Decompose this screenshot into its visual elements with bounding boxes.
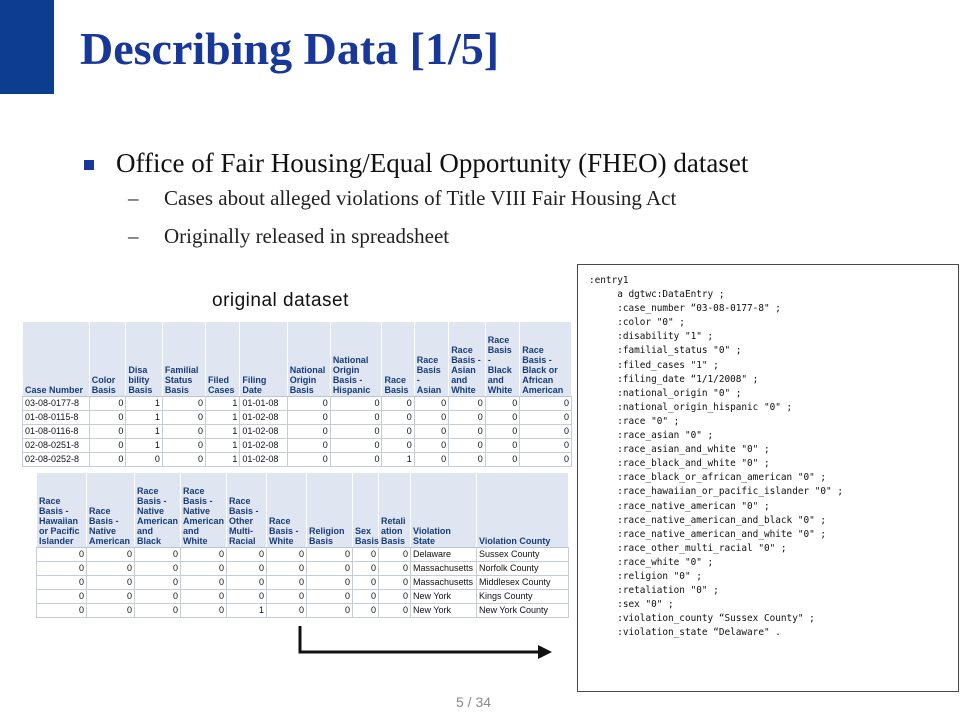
dash-icon: – <box>128 186 139 210</box>
table-cell: New York <box>411 604 477 618</box>
table-cell: 1 <box>227 604 267 618</box>
column-header: Religion Basis <box>307 473 353 548</box>
code-line: :familial_status "0" ; <box>589 345 742 357</box>
table-cell: 0 <box>227 576 267 590</box>
table-cell: 0 <box>485 453 519 467</box>
table-cell: 0 <box>382 425 414 439</box>
table-cell: 0 <box>37 576 87 590</box>
table-cell: 0 <box>162 411 205 425</box>
table-cell: 1 <box>205 411 239 425</box>
table-cell: 0 <box>287 425 330 439</box>
table-row <box>23 453 572 467</box>
table-cell: 1 <box>205 439 239 453</box>
sub-bullet <box>128 186 676 211</box>
code-line: :race_native_american "0" ; <box>589 500 770 512</box>
table-cell: 0 <box>307 576 353 590</box>
column-header: Race Basis - Native American <box>87 473 135 548</box>
table-cell: 0 <box>126 453 163 467</box>
table-row <box>37 548 569 562</box>
table-cell: 0 <box>87 576 135 590</box>
table-cell: 0 <box>89 425 126 439</box>
table-cell: 0 <box>135 548 181 562</box>
code-line: :violation_state “Delaware" . <box>589 627 781 639</box>
code-line: :national_origin "0" ; <box>589 387 742 399</box>
table-cell: 0 <box>353 548 379 562</box>
code-line: :race "0" ; <box>589 415 680 427</box>
code-line: :race_black_and_white "0" ; <box>589 458 770 470</box>
code-line: :race_hawaiian_or_pacific_islander "0" ; <box>589 486 843 498</box>
table-cell: 01-02-08 <box>240 453 287 467</box>
column-header: Filing Date <box>240 322 287 397</box>
table-cell: 0 <box>379 548 411 562</box>
table-row <box>23 439 572 453</box>
table-cell: Middlesex County <box>477 576 569 590</box>
table-cell: 0 <box>87 604 135 618</box>
table-cell: 0 <box>379 590 411 604</box>
column-header: Retali ation Basis <box>379 473 411 548</box>
table-cell: 0 <box>414 439 448 453</box>
dataset-caption: original dataset <box>212 290 349 311</box>
table-cell: 0 <box>181 576 227 590</box>
main-bullet <box>84 148 748 179</box>
table-cell: 1 <box>382 453 414 467</box>
table-cell: 0 <box>267 548 307 562</box>
column-header: Race Basis - Black or African American <box>520 322 572 397</box>
table-row <box>37 604 569 618</box>
bullet-square-icon <box>84 160 94 170</box>
table-cell: 0 <box>520 425 572 439</box>
table-cell: 0 <box>449 411 486 425</box>
code-line: a dgtwc:DataEntry ; <box>589 289 725 301</box>
code-line: :religion "0" ; <box>589 570 702 582</box>
table-cell: 0 <box>382 411 414 425</box>
column-header: National Origin Basis - Hispanic <box>330 322 382 397</box>
table-cell: 0 <box>330 439 382 453</box>
table-cell: 0 <box>181 590 227 604</box>
column-header: Violation County <box>477 473 569 548</box>
accent-bar <box>0 0 54 94</box>
table-cell: 01-02-08 <box>240 439 287 453</box>
column-header: Filed Cases <box>205 322 239 397</box>
table-cell: 0 <box>89 397 126 411</box>
table-cell: Sussex County <box>477 548 569 562</box>
code-line: :sex "0" ; <box>589 599 674 611</box>
table-cell: Kings County <box>477 590 569 604</box>
column-header: Race Basis <box>382 322 414 397</box>
table-cell: 1 <box>126 425 163 439</box>
column-header: Color Basis <box>89 322 126 397</box>
code-line: :entry1 <box>589 275 629 286</box>
table-cell: 0 <box>353 590 379 604</box>
table-cell: 0 <box>382 397 414 411</box>
code-line: :filing_date “1/1/2008" ; <box>589 373 759 385</box>
column-header: Violation State <box>411 473 477 548</box>
table-cell: 0 <box>37 604 87 618</box>
table-cell: 0 <box>330 425 382 439</box>
table-row <box>37 590 569 604</box>
table-cell: 0 <box>287 397 330 411</box>
rdf-code-block <box>577 264 959 692</box>
table-cell: 0 <box>162 453 205 467</box>
table-cell: 0 <box>181 548 227 562</box>
column-header: Race Basis - Native American and Black <box>135 473 181 548</box>
table-cell: 0 <box>485 439 519 453</box>
table-row <box>37 562 569 576</box>
table-cell: 0 <box>37 590 87 604</box>
code-line: :race_native_american_and_black "0" ; <box>589 514 827 526</box>
table-cell: 0 <box>382 439 414 453</box>
table-cell: 0 <box>414 397 448 411</box>
code-line: :race_native_american_and_white "0" ; <box>589 528 827 540</box>
table-cell: 0 <box>87 590 135 604</box>
table-cell: 0 <box>287 453 330 467</box>
table-cell: 0 <box>485 397 519 411</box>
table-cell: 0 <box>307 548 353 562</box>
table-cell: 0 <box>37 548 87 562</box>
table-cell: 0 <box>353 576 379 590</box>
table-row <box>23 397 572 411</box>
table-cell: 0 <box>135 576 181 590</box>
table-cell: 0 <box>449 425 486 439</box>
table-cell: Massachusetts <box>411 576 477 590</box>
table-cell: 0 <box>162 425 205 439</box>
column-header: Race Basis - Black and White <box>485 322 519 397</box>
table-cell: 01-08-0116-8 <box>23 425 90 439</box>
table-cell: 0 <box>227 548 267 562</box>
table-cell: 0 <box>287 439 330 453</box>
table-cell: 0 <box>181 604 227 618</box>
table-cell: 03-08-0177-8 <box>23 397 90 411</box>
table-cell: 0 <box>135 562 181 576</box>
table-cell: 1 <box>205 397 239 411</box>
table-cell: 0 <box>330 411 382 425</box>
table-cell: 0 <box>485 425 519 439</box>
code-line: :violation_county “Sussex County" ; <box>589 613 815 625</box>
table-cell: 1 <box>205 425 239 439</box>
table-row <box>23 411 572 425</box>
column-header: Familial Status Basis <box>162 322 205 397</box>
table-cell: 1 <box>126 439 163 453</box>
table-cell: 0 <box>227 562 267 576</box>
main-bullet-text: Office of Fair Housing/Equal Opportunity (FHEO) dataset <box>116 148 749 178</box>
table-cell: 01-02-08 <box>240 425 287 439</box>
table-cell: 0 <box>353 604 379 618</box>
table-cell: 0 <box>267 562 307 576</box>
table-cell: 1 <box>126 411 163 425</box>
table-cell: 02-08-0252-8 <box>23 453 90 467</box>
table-cell: 0 <box>89 411 126 425</box>
table-cell: 0 <box>520 397 572 411</box>
table-cell: 1 <box>205 453 239 467</box>
table-cell: 0 <box>330 453 382 467</box>
slide-title: Describing Data [1/5] <box>80 23 500 74</box>
dash-icon: – <box>128 224 139 248</box>
table-cell: 0 <box>307 590 353 604</box>
table-cell: 0 <box>287 411 330 425</box>
table-cell: Delaware <box>411 548 477 562</box>
table-cell: 0 <box>89 453 126 467</box>
code-line: :race_asian "0" ; <box>589 430 714 442</box>
table-cell: 0 <box>37 562 87 576</box>
table-cell: 02-08-0251-8 <box>23 439 90 453</box>
table-cell: 0 <box>89 439 126 453</box>
column-header: Race Basis - Asian and White <box>449 322 486 397</box>
code-line: :race_asian_and_white "0" ; <box>589 444 770 456</box>
column-header: Sex Basis <box>353 473 379 548</box>
table-cell: Massachusetts <box>411 562 477 576</box>
table-cell: 0 <box>87 548 135 562</box>
column-header: Race Basis - Other Multi- Racial <box>227 473 267 548</box>
table-cell: 0 <box>414 425 448 439</box>
table-cell: 0 <box>353 562 379 576</box>
table-cell: 0 <box>162 397 205 411</box>
table-cell: New York <box>411 590 477 604</box>
table-cell: 0 <box>449 397 486 411</box>
code-line: :filed_cases "1" ; <box>589 359 719 371</box>
sub-bullet-text: Cases about alleged violations of Title VIII Fair Housing Act <box>164 186 677 210</box>
table-cell: 0 <box>414 411 448 425</box>
column-header: Case Number <box>23 322 90 397</box>
code-line: :national_origin_hispanic "0" ; <box>589 401 793 413</box>
table-cell: 01-01-08 <box>240 397 287 411</box>
table-cell: 0 <box>520 439 572 453</box>
table-cell: 0 <box>135 604 181 618</box>
table-cell: 0 <box>181 562 227 576</box>
table-cell: 0 <box>379 604 411 618</box>
table-cell: 0 <box>227 590 267 604</box>
table-row <box>37 576 569 590</box>
column-header: National Origin Basis <box>287 322 330 397</box>
code-line: :race_black_or_african_american "0" ; <box>589 472 827 484</box>
table-cell: 0 <box>87 562 135 576</box>
table-row <box>23 425 572 439</box>
table-cell: 0 <box>379 576 411 590</box>
table-cell: 0 <box>485 411 519 425</box>
dataset-table-part2 <box>36 472 569 618</box>
table-cell: 0 <box>267 576 307 590</box>
table-cell: 0 <box>267 590 307 604</box>
table-cell: 0 <box>162 439 205 453</box>
code-line: :race_white "0" ; <box>589 556 714 568</box>
table-cell: 0 <box>379 562 411 576</box>
code-line: :case_number “03-08-0177-8" ; <box>589 303 781 315</box>
table-cell: 0 <box>330 397 382 411</box>
code-line: :disability "1" ; <box>589 331 714 343</box>
table-cell: 0 <box>520 453 572 467</box>
column-header: Race Basis - Asian <box>414 322 448 397</box>
table-cell: Norfolk County <box>477 562 569 576</box>
dataset-table-part1 <box>22 321 572 467</box>
table-cell: 1 <box>126 397 163 411</box>
table-cell: 01-08-0115-8 <box>23 411 90 425</box>
column-header: Race Basis - Hawaiian or Pacific Islander <box>37 473 87 548</box>
table-cell: 0 <box>307 604 353 618</box>
code-line: :color "0" ; <box>589 317 685 329</box>
table-cell: 01-02-08 <box>240 411 287 425</box>
code-line: :retaliation "0" ; <box>589 585 719 597</box>
table-cell: 0 <box>449 439 486 453</box>
column-header: Race Basis - Native American and White <box>181 473 227 548</box>
column-header: Race Basis - White <box>267 473 307 548</box>
table-cell: 0 <box>449 453 486 467</box>
table-cell: 0 <box>307 562 353 576</box>
sub-bullet <box>128 224 449 249</box>
page-number: 5 / 34 <box>456 694 492 710</box>
column-header: Disa bility Basis <box>126 322 163 397</box>
sub-bullet-text: Originally released in spreadsheet <box>164 224 450 248</box>
code-line: :race_other_multi_racial "0" ; <box>589 542 787 554</box>
table-cell: New York County <box>477 604 569 618</box>
table-cell: 0 <box>267 604 307 618</box>
table-cell: 0 <box>414 453 448 467</box>
table-cell: 0 <box>520 411 572 425</box>
table-cell: 0 <box>135 590 181 604</box>
